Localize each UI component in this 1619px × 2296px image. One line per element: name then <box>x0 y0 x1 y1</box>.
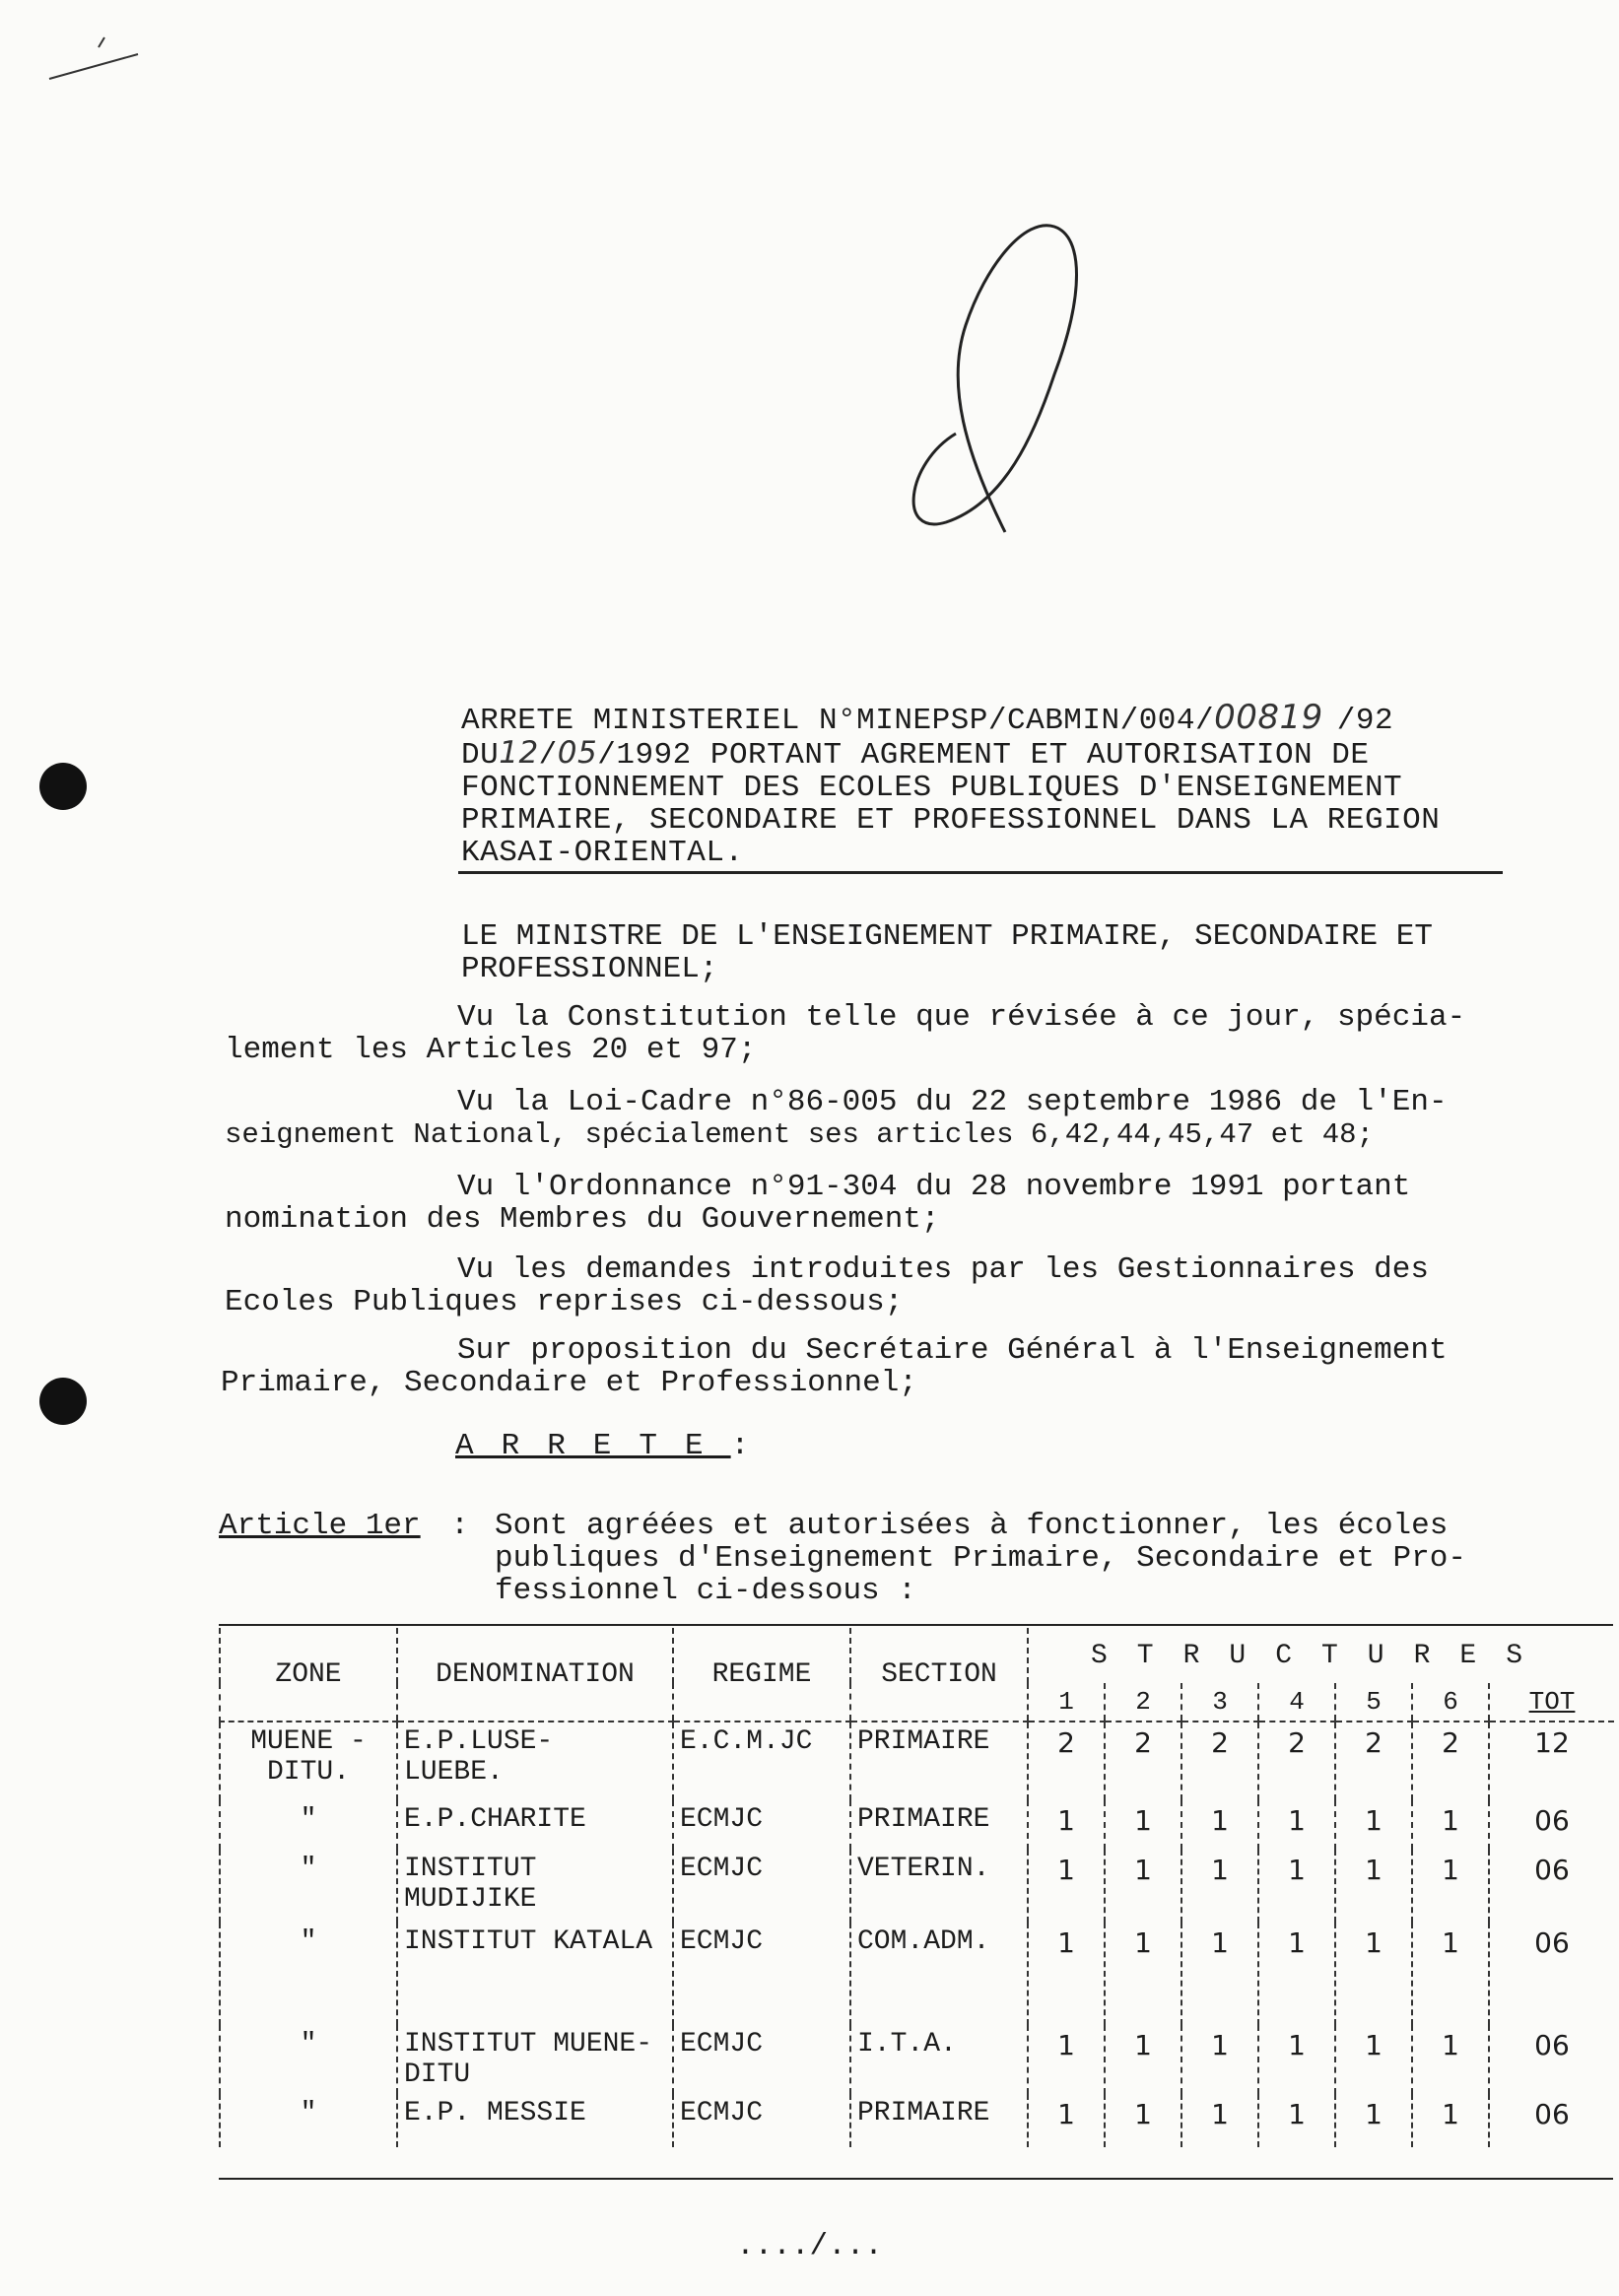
level-3-cell: 1 <box>1181 1923 1258 2025</box>
level-1-cell: 1 <box>1028 2025 1105 2094</box>
total-cell: 06 <box>1489 1923 1614 2025</box>
level-2-cell: 2 <box>1105 1722 1181 1800</box>
level-2-cell: 1 <box>1105 2025 1181 2094</box>
consideration-3-line-2: nomination des Membres du Gouvernement; <box>225 1202 940 1237</box>
regime-cell: ECMJC <box>673 2025 850 2094</box>
table-top-rule <box>219 1624 1613 1626</box>
level-1-cell: 1 <box>1028 2094 1105 2147</box>
level-3-cell: 1 <box>1181 2025 1258 2094</box>
table-row <box>220 2025 1614 2094</box>
title-underline <box>458 871 1503 874</box>
table-body <box>220 1722 1614 2147</box>
level-2-cell: 1 <box>1105 1923 1181 2025</box>
regime-cell: E.C.M.JC <box>673 1722 850 1800</box>
header-zone: ZONE <box>220 1628 397 1722</box>
consideration-4-line-2: Ecoles Publiques reprises ci-dessous; <box>225 1285 904 1319</box>
consideration-1-line-1: Vu la Constitution telle que révisée à ce jour, spécia- <box>457 1000 1466 1035</box>
consideration-3 <box>225 1171 1410 1236</box>
level-6-cell: 1 <box>1412 1800 1489 1850</box>
header-section: SECTION <box>850 1628 1028 1722</box>
level-5-cell: 1 <box>1335 2094 1412 2147</box>
article-1 <box>219 1510 469 1542</box>
article-label: Article 1er <box>219 1509 421 1543</box>
zone-cell: MUENE - DITU. <box>220 1722 397 1800</box>
continuation-mark: ..../... <box>736 2229 883 2263</box>
level-6-cell: 1 <box>1412 2025 1489 2094</box>
level-6-cell: 1 <box>1412 1923 1489 2025</box>
article-line-2: publiques d'Enseignement Primaire, Secondaire et Pro- <box>495 1541 1466 1576</box>
consideration-5-line-2: Primaire, Secondaire et Professionnel; <box>221 1366 917 1400</box>
consideration-5 <box>221 1334 1448 1399</box>
level-6-cell: 2 <box>1412 1722 1489 1800</box>
title-line-2-suffix: /1992 PORTANT AGREMENT ET AUTORISATION DE <box>597 738 1370 773</box>
punch-hole-bottom <box>39 1378 87 1425</box>
section-cell: I.T.A. <box>850 2025 1028 2094</box>
decree-title: ARRETE MINISTERIEL N°MINEPSP/CABMIN/004/00819 /92 DU12/05/1992 PORTANT AGREMENT ET AUTORISATION DE FONCTIONNEMENT DES ECOLES PUBLIQUES D'ENSEIGNEMENT PRIMAIRE, SECONDAIRE ET PROFESSIONNEL DANS LA REGION KASAI-ORIENTAL. <box>461 702 1506 869</box>
header-level-6: 6 <box>1412 1683 1489 1722</box>
decree-month-handwritten: 05 <box>557 735 598 771</box>
section-cell: PRIMAIRE <box>850 1800 1028 1850</box>
minister-line-2: PROFESSIONNEL; <box>461 952 718 986</box>
consideration-4 <box>225 1253 1429 1318</box>
level-6-cell: 1 <box>1412 1850 1489 1923</box>
consideration-2 <box>225 1086 1448 1151</box>
title-line-4: PRIMAIRE, SECONDAIRE ET PROFESSIONNEL DANS LA REGION <box>461 803 1441 838</box>
handwritten-initial <box>887 207 1123 542</box>
table-row <box>220 1722 1614 1800</box>
level-3-cell: 1 <box>1181 2094 1258 2147</box>
consideration-3-line-1: Vu l'Ordonnance n°91-304 du 28 novembre 1991 portant <box>457 1170 1411 1204</box>
schools-table <box>219 1628 1614 2147</box>
punch-hole-top <box>39 763 87 810</box>
level-4-cell: 1 <box>1258 1850 1335 1923</box>
table-row <box>220 1850 1614 1923</box>
level-1-cell: 1 <box>1028 1800 1105 1850</box>
level-1-cell: 1 <box>1028 1850 1105 1923</box>
level-4-cell: 2 <box>1258 1722 1335 1800</box>
minister-heading <box>461 920 1433 985</box>
level-4-cell: 1 <box>1258 2094 1335 2147</box>
regime-cell: ECMJC <box>673 1923 850 2025</box>
table-row <box>220 1923 1614 2025</box>
consideration-4-line-1: Vu les demandes introduites par les Gestionnaires des <box>457 1252 1429 1287</box>
level-1-cell: 1 <box>1028 1923 1105 2025</box>
consideration-1-line-2: lement les Articles 20 et 97; <box>225 1033 757 1067</box>
denomination-cell: INSTITUT MUENE-DITU <box>397 2025 673 2094</box>
level-4-cell: 1 <box>1258 1923 1335 2025</box>
arrete-word: ARRETE <box>455 1429 731 1463</box>
title-line-2-prefix: DU <box>461 738 500 773</box>
total-cell: 06 <box>1489 2025 1614 2094</box>
header-level-1: 1 <box>1028 1683 1105 1722</box>
margin-scribble <box>39 20 158 99</box>
arrete-heading <box>455 1429 749 1463</box>
table-row <box>220 2094 1614 2147</box>
consideration-2-line-1: Vu la Loi-Cadre n°86-005 du 22 septembre 1986 de l'En- <box>457 1085 1448 1119</box>
denomination-cell: INSTITUT KATALA <box>397 1923 673 2025</box>
header-regime: REGIME <box>673 1628 850 1722</box>
level-5-cell: 2 <box>1335 1722 1412 1800</box>
consideration-1 <box>225 1001 1465 1066</box>
title-line-1: ARRETE MINISTERIEL N°MINEPSP/CABMIN/004/ <box>461 704 1215 738</box>
table-row <box>220 1800 1614 1850</box>
level-2-cell: 1 <box>1105 2094 1181 2147</box>
denomination-cell: E.P.CHARITE <box>397 1800 673 1850</box>
table-bottom-rule <box>219 2178 1613 2180</box>
level-5-cell: 1 <box>1335 1923 1412 2025</box>
header-level-4: 4 <box>1258 1683 1335 1722</box>
level-1-cell: 2 <box>1028 1722 1105 1800</box>
denomination-cell: E.P. MESSIE <box>397 2094 673 2147</box>
level-6-cell: 1 <box>1412 2094 1489 2147</box>
level-5-cell: 1 <box>1335 1850 1412 1923</box>
header-level-3: 3 <box>1181 1683 1258 1722</box>
consideration-5-line-1: Sur proposition du Secrétaire Général à l'Enseignement <box>457 1333 1448 1368</box>
level-3-cell: 2 <box>1181 1722 1258 1800</box>
title-line-5: KASAI-ORIENTAL. <box>461 836 744 870</box>
zone-cell: " <box>220 1923 397 2025</box>
total-cell: 06 <box>1489 1850 1614 1923</box>
article-line-3: fessionnel ci-dessous : <box>495 1574 916 1608</box>
total-cell: 06 <box>1489 1800 1614 1850</box>
level-5-cell: 1 <box>1335 2025 1412 2094</box>
level-5-cell: 1 <box>1335 1800 1412 1850</box>
header-structures: STRUCTURES <box>1028 1628 1614 1683</box>
arrete-colon: : <box>730 1429 750 1463</box>
article-line-1: Sont agréées et autorisées à fonctionner, les écoles <box>495 1509 1449 1543</box>
section-cell: PRIMAIRE <box>850 1722 1028 1800</box>
level-4-cell: 1 <box>1258 1800 1335 1850</box>
decree-number-handwritten: 00819 <box>1214 698 1323 737</box>
decree-number-suffix: /92 <box>1336 704 1394 738</box>
total-cell: 12 <box>1489 1722 1614 1800</box>
consideration-2-line-2: seignement National, spécialement ses articles 6,42,44,45,47 et 48; <box>225 1118 1374 1151</box>
minister-line-1: LE MINISTRE DE L'ENSEIGNEMENT PRIMAIRE, SECONDAIRE ET <box>461 919 1433 954</box>
decree-day-handwritten: 12 <box>499 735 539 771</box>
header-denomination: DENOMINATION <box>397 1628 673 1722</box>
header-level-2: 2 <box>1105 1683 1181 1722</box>
section-cell: COM.ADM. <box>850 1923 1028 2025</box>
total-cell: 06 <box>1489 2094 1614 2147</box>
level-2-cell: 1 <box>1105 1800 1181 1850</box>
denomination-cell: E.P.LUSE- LUEBE. <box>397 1722 673 1800</box>
regime-cell: ECMJC <box>673 1800 850 1850</box>
level-3-cell: 1 <box>1181 1850 1258 1923</box>
header-total: TOT <box>1489 1683 1614 1722</box>
header-level-5: 5 <box>1335 1683 1412 1722</box>
zone-cell: " <box>220 1800 397 1850</box>
section-cell: VETERIN. <box>850 1850 1028 1923</box>
denomination-cell: INSTITUT MUDIJIKE <box>397 1850 673 1923</box>
regime-cell: ECMJC <box>673 1850 850 1923</box>
zone-cell: " <box>220 2094 397 2147</box>
zone-cell: " <box>220 1850 397 1923</box>
level-3-cell: 1 <box>1181 1800 1258 1850</box>
article-colon: : <box>450 1509 469 1543</box>
title-line-3: FONCTIONNEMENT DES ECOLES PUBLIQUES D'ENSEIGNEMENT <box>461 771 1403 805</box>
section-cell: PRIMAIRE <box>850 2094 1028 2147</box>
article-1-text <box>495 1510 1466 1607</box>
regime-cell: ECMJC <box>673 2094 850 2147</box>
level-4-cell: 1 <box>1258 2025 1335 2094</box>
level-2-cell: 1 <box>1105 1850 1181 1923</box>
zone-cell: " <box>220 2025 397 2094</box>
